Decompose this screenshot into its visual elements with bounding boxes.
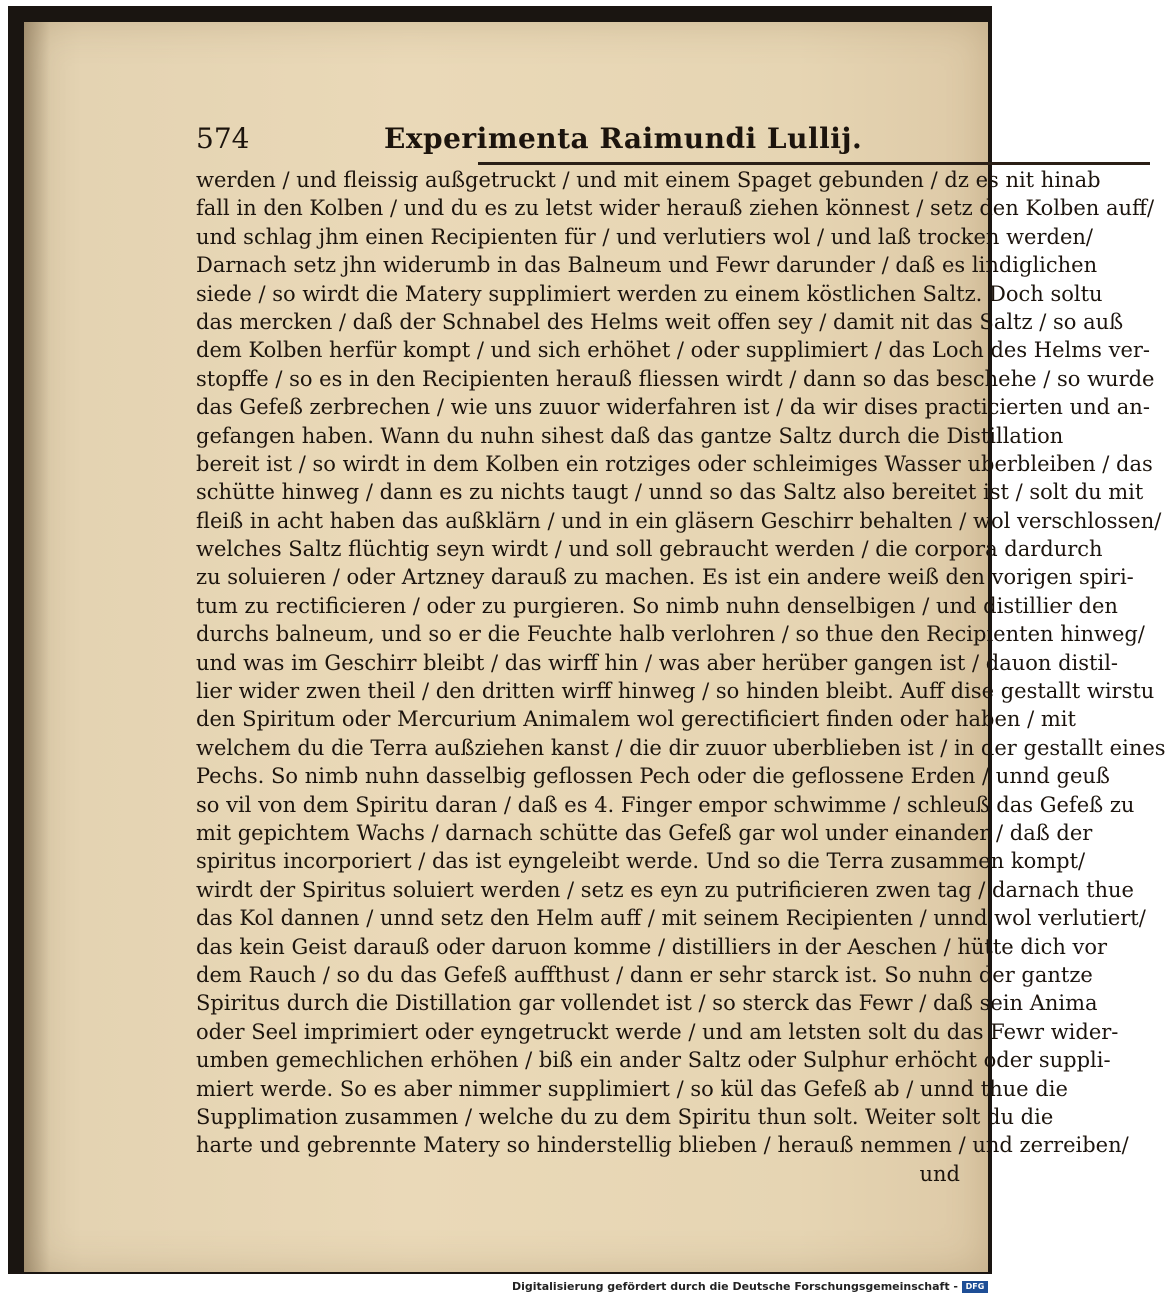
text-line: spiritus incorporiert / das ist eyngeleibt werde. Und so die Terra zusammen kompt/ [196, 849, 1086, 874]
text-line: wirdt der Spiritus soluiert werden / setz es eyn zu putrificieren zwen tag / darnach thue [196, 877, 1134, 902]
text-line: stopffe / so es in den Recipienten herauß fliessen wirdt / dann so das beschehe / so wurde [196, 366, 1155, 391]
header-rule [478, 162, 1150, 165]
funding-notice: Digitalisierung gefördert durch die Deutsche Forschungsgemeinschaft - [511, 1280, 958, 1293]
text-line: und schlag jhm einen Recipienten für / und verlutiers wol / und laß trocken werden/ [196, 224, 1093, 249]
text-line: miert werde. So es aber nimmer supplimiert / so kül das Gefeß ab / unnd thue die [196, 1076, 1068, 1101]
text-line: fall in den Kolben / und du es zu letst wider herauß ziehen könnest / setz den Kolben auff/ [196, 196, 1155, 221]
text-line: den Spiritum oder Mercurium Animalem wol gerectificiert finden oder haben / mit [196, 707, 1076, 732]
page-spine-shadow [24, 22, 50, 1272]
text-line: zu soluieren / oder Artzney darauß zu machen. Es ist ein andere weiß den vorigen spiri- [196, 565, 1134, 590]
text-line: das kein Geist darauß oder daruon komme / distilliers in der Aeschen / hütte dich vor [196, 934, 1108, 959]
text-line: durchs balneum, und so er die Feuchte halb verlohren / so thue den Recipienten hinweg/ [196, 622, 1145, 647]
text-line: umben gemechlichen erhöhen / biß ein ander Saltz oder Sulphur erhöcht oder suppli- [196, 1048, 1111, 1073]
text-line: oder Seel imprimiert oder eyngetruckt werde / und am letsten solt du das Fewr wider- [196, 1019, 1119, 1044]
text-line: gefangen haben. Wann du nuhn sihest daß das gantze Saltz durch die Distillation [196, 423, 1064, 448]
text-line: Pechs. So nimb nuhn dasselbig geflossen Pech oder die geflossene Erden / unnd geuß [196, 764, 1110, 789]
text-line: dem Rauch / so du das Gefeß auffthust / dann er sehr starck ist. So nuhn der gantze [196, 962, 1093, 987]
text-line: tum zu rectificieren / oder zu purgieren. So nimb nuhn denselbigen / und distillier den [196, 593, 1118, 618]
text-line: das mercken / daß der Schnabel des Helms weit offen sey / damit nit das Saltz / so auß [196, 309, 1124, 334]
text-line: Darnach setz jhn widerumb in das Balneum und Fewr darunder / daß es lindiglichen [196, 253, 1098, 278]
text-line: welches Saltz flüchtig seyn wirdt / und soll gebraucht werden / die corpora dardurch [196, 537, 1103, 562]
text-line: und was im Geschirr bleibt / das wirff hin / was aber herüber gangen ist / dauon distil- [196, 650, 1119, 675]
text-line: Spiritus durch die Distillation gar vollendet ist / so sterck das Fewr / daß sein Anima [196, 991, 1098, 1016]
text-line: fleiß in acht haben das außklärn / und in ein gläsern Geschirr behalten / wol verschlossen/ [196, 508, 1162, 533]
text-line: lier wider zwen theil / den dritten wirff hinweg / so hinden bleibt. Auff dise gestallt wirstu [196, 679, 1155, 704]
footer-bar [0, 1278, 1000, 1296]
text-line: mit gepichtem Wachs / darnach schütte das Gefeß gar wol under einander / daß der [196, 820, 1093, 845]
text-line: welchem du die Terra außziehen kanst / die dir zuuor uberblieben ist / in der gestallt eines [196, 735, 1166, 760]
text-line: das Kol dannen / unnd setz den Helm auff / mit seinem Recipienten / unnd wol verlutiert/ [196, 906, 1146, 931]
catchword: und [919, 1161, 960, 1186]
text-line: das Gefeß zerbrechen / wie uns zuuor widerfahren ist / da wir dises practicierten und an- [196, 395, 1150, 420]
text-line: dem Kolben herfür kompt / und sich erhöhet / oder supplimiert / das Loch des Helms ver- [196, 338, 1151, 363]
text-line: schütte hinweg / dann es zu nichts taugt / unnd so das Saltz also bereitet ist / solt du mit [196, 480, 1144, 505]
running-title: Experimenta Raimundi Lullij. [384, 122, 863, 155]
text-line: bereit ist / so wirdt in dem Kolben ein rotziges oder schleimiges Wasser uberbleiben / das [196, 451, 1153, 476]
text-line: Supplimation zusammen / welche du zu dem Spiritu thun solt. Weiter solt du die [196, 1104, 1054, 1129]
text-line: harte und gebrennte Matery so hinderstellig blieben / herauß nemmen / und zerreiben/ [196, 1133, 1129, 1158]
dfg-logo: DFG [962, 1281, 988, 1293]
body-text [196, 166, 1166, 1188]
page-number: 574 [196, 122, 250, 155]
text-line: werden / und fleissig außgetruckt / und mit einem Spaget gebunden / dz es nit hinab [196, 168, 1101, 192]
page-header [196, 122, 956, 158]
text-line: siede / so wirdt die Matery supplimiert werden zu einem köstlichen Saltz. Doch soltu [196, 281, 1103, 306]
text-line: so vil von dem Spiritu daran / daß es 4. Finger empor schwimme / schleuß das Gefeß zu [196, 792, 1135, 817]
